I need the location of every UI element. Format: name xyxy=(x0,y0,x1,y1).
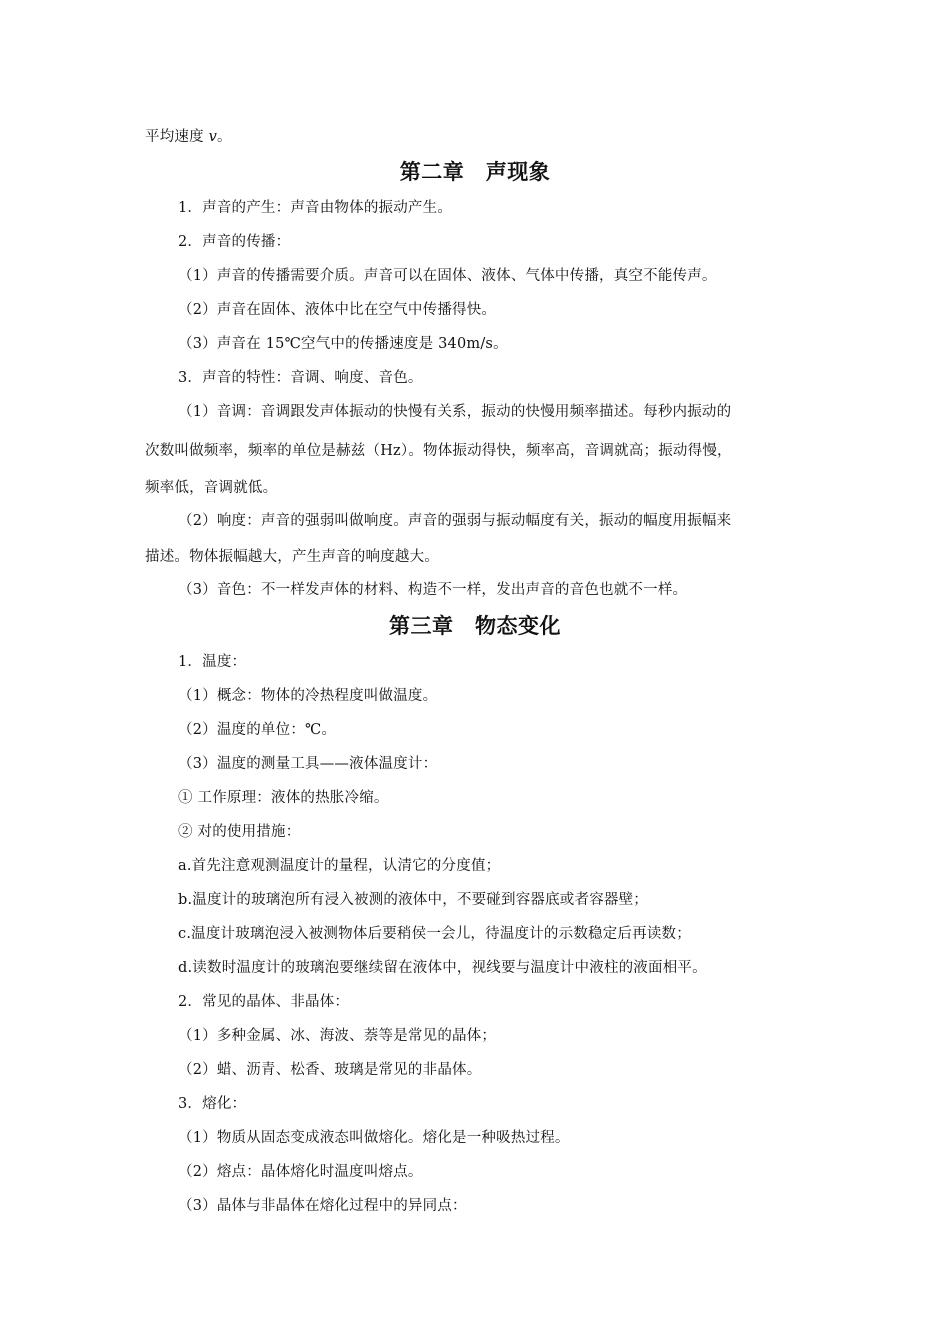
ch2-line-8: 次数叫做频率，频率的单位是赫兹（Hz）。物体振动得快，频率高，音调就高；振动得慢， xyxy=(145,443,732,459)
ch3-line-14: 3．熔化： xyxy=(178,1096,247,1112)
ch2-line-5: （3）声音在 15℃空气中的传播速度是 340m/s。 xyxy=(178,336,508,352)
ch2-line-12: （3）音色：不一样发声体的材料、构造不一样，发出声音的音色也就不一样。 xyxy=(178,582,688,598)
ch3-line-11: 2．常见的晶体、非晶体： xyxy=(178,994,350,1010)
chapter2-title: 第二章 声现象 xyxy=(399,160,551,184)
ch3-line-17: （3）晶体与非晶体在熔化过程中的异同点： xyxy=(178,1198,467,1214)
ch2-line-2: 2．声音的传播： xyxy=(178,234,291,250)
ch3-line-9: c.温度计玻璃泡浸入被测物体后要稍侯一会儿，待温度计的示数稳定后再读数； xyxy=(178,926,691,942)
ch3-line-8: b.温度计的玻璃泡所有浸入被测的液体中，不要碰到容器底或者容器壁； xyxy=(178,892,648,908)
ch3-line-12: （1）多种金属、冰、海波、萘等是常见的晶体； xyxy=(178,1028,497,1044)
ch2-line-11: 描述。物体振幅越大，产生声音的响度越大。 xyxy=(145,549,439,565)
ch2-line-7: （1）音调：音调跟发声体振动的快慢有关系，振动的快慢用频率描述。每秒内振动的 xyxy=(178,404,732,420)
intro-text: 平均速度 xyxy=(145,129,204,145)
ch3-line-3: （2）温度的单位：℃。 xyxy=(178,722,337,738)
ch3-line-1: 1．温度： xyxy=(178,654,247,670)
ch3-line-16: （2）熔点：晶体熔化时温度叫熔点。 xyxy=(178,1164,423,1180)
ch3-line-5: ① 工作原理：液体的热胀冷缩。 xyxy=(178,790,389,806)
ch3-line-2: （1）概念：物体的冷热程度叫做温度。 xyxy=(178,688,438,704)
ch2-line-1: 1．声音的产生：声音由物体的振动产生。 xyxy=(178,200,453,216)
ch3-line-4: （3）温度的测量工具——液体温度计： xyxy=(178,756,438,772)
intro-end: 。 xyxy=(217,129,232,145)
intro-variable: v xyxy=(208,129,218,145)
intro-line xyxy=(145,127,232,147)
chapter3-title: 第三章 物态变化 xyxy=(389,614,561,638)
ch2-line-10: （2）响度：声音的强弱叫做响度。声音的强弱与振动幅度有关，振动的幅度用振幅来 xyxy=(178,513,732,529)
ch3-line-15: （1）物质从固态变成液态叫做熔化。熔化是一种吸热过程。 xyxy=(178,1130,570,1146)
ch3-line-7: a.首先注意观测温度计的量程，认清它的分度值； xyxy=(178,858,501,874)
ch3-line-6: ② 对的使用措施： xyxy=(178,824,301,840)
ch2-line-3: （1）声音的传播需要介质。声音可以在固体、液体、气体中传播，真空不能传声。 xyxy=(178,268,717,284)
ch3-line-13: （2）蜡、沥青、松香、玻璃是常见的非晶体。 xyxy=(178,1062,482,1078)
ch2-line-9: 频率低，音调就低。 xyxy=(145,480,278,496)
ch3-line-10: d.读数时温度计的玻璃泡要继续留在液体中，视线要与温度计中液柱的液面相平。 xyxy=(178,960,707,976)
ch2-line-4: （2）声音在固体、液体中比在空气中传播得快。 xyxy=(178,302,497,318)
ch2-line-6: 3．声音的特性：音调、响度、音色。 xyxy=(178,370,423,386)
